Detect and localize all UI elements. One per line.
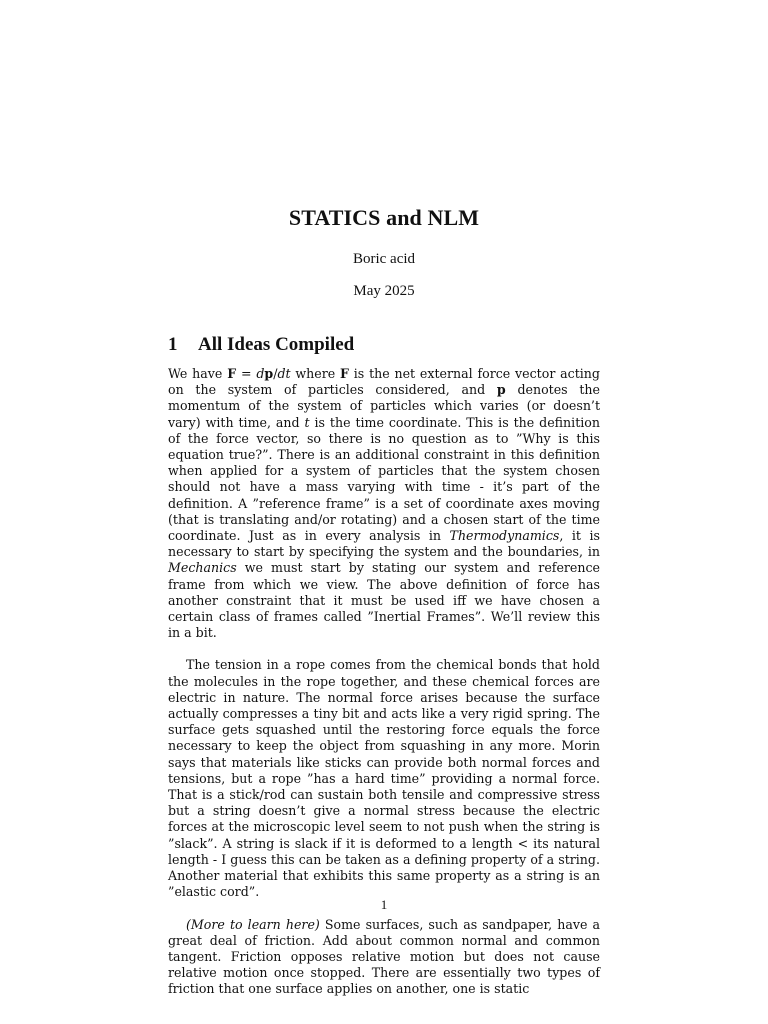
text-run: is the net external force vector acting on the system of particles considered, and: [168, 366, 600, 398]
bold-symbol: F: [340, 366, 349, 381]
author-name: Boric acid: [352, 251, 416, 267]
text-run: =: [236, 366, 257, 381]
text-run: we must start by stating our system and reference frame from which we view. The above definition of force has another constraint that it must be used iff we have chosen a certain class of frames called ”Inertial Frames”. We’ll review this in a bit.: [168, 560, 600, 641]
paper-title: STATICS and NLM: [288, 205, 480, 230]
text-run: Some surfaces, such as sandpaper, have a great deal of friction. Add about common normal and common tangent. Friction opposes relative motion but does not cause relative motion once stopped. There are essentially two types of friction that one surface applies on another, one is static: [168, 916, 600, 997]
italic-text: dt: [277, 366, 291, 381]
bold-symbol: F: [227, 366, 237, 381]
italic-text: t: [304, 414, 310, 430]
page-number: 1: [380, 897, 388, 912]
text-run: The tension in a rope comes from the chemical bonds that hold the molecules in the rope together, and these chemical forces are electric in nature. The normal force arises because the surface actually compresses a tiny bit and acts like a very rigid spring. The surface gets squashed until the restoring force equals the force necessary to keep the object from squashing in any more. Morin says that materials like sticks can provide both normal forces and tensions, but a rope ”has a hard time” providing a normal force. That is a stick/rod can sustain both tensile and compressive stress but a string doesn’t give a normal stress because the electric forces at the microscopic level seem to not push when the string is ”slack”. A string is slack if it is deformed to a length < its natural length - I guess this can be taken as a defining property of a string. Another material that exhibits this same property as a string is an ”elastic cord”.: [168, 657, 600, 900]
text-run: where: [290, 366, 340, 381]
italic-text: Thermodynamics: [449, 528, 560, 544]
paragraph: [168, 657, 600, 900]
paragraph: [168, 366, 600, 641]
italic-text: Mechanics: [168, 560, 237, 576]
section-title: All Ideas Compiled: [198, 334, 355, 355]
text-run: /: [273, 366, 278, 381]
italic-text: (More to learn here): [186, 916, 320, 932]
italic-text: d: [256, 366, 265, 381]
text-run: , it is necessary to start by specifying the system and the boundaries, in: [168, 528, 601, 560]
section-number: 1: [168, 334, 178, 355]
paragraph: [168, 917, 600, 998]
publication-date: May 2025: [353, 283, 415, 299]
text-run: denotes the momentum of the system of particles which varies (or doesn’t vary) with time, and: [168, 382, 600, 430]
text-run: is the time coordinate. This is the definition of the force vector, so there is no question as to ”Why is this equation true?”. There is an additional constraint in this definition when applied for a system of particles that the system chosen should not have a mass varying with time - it’s part of the definition. A ”reference frame” is a set of coordinate axes moving (that is translating and/or rotating) and a chosen start of the time coordinate. Just as in every analysis in: [168, 414, 600, 544]
text-run: We have: [168, 366, 228, 381]
bold-symbol: p: [264, 366, 274, 381]
section-heading: [168, 334, 354, 356]
bold-symbol: p: [496, 382, 506, 398]
